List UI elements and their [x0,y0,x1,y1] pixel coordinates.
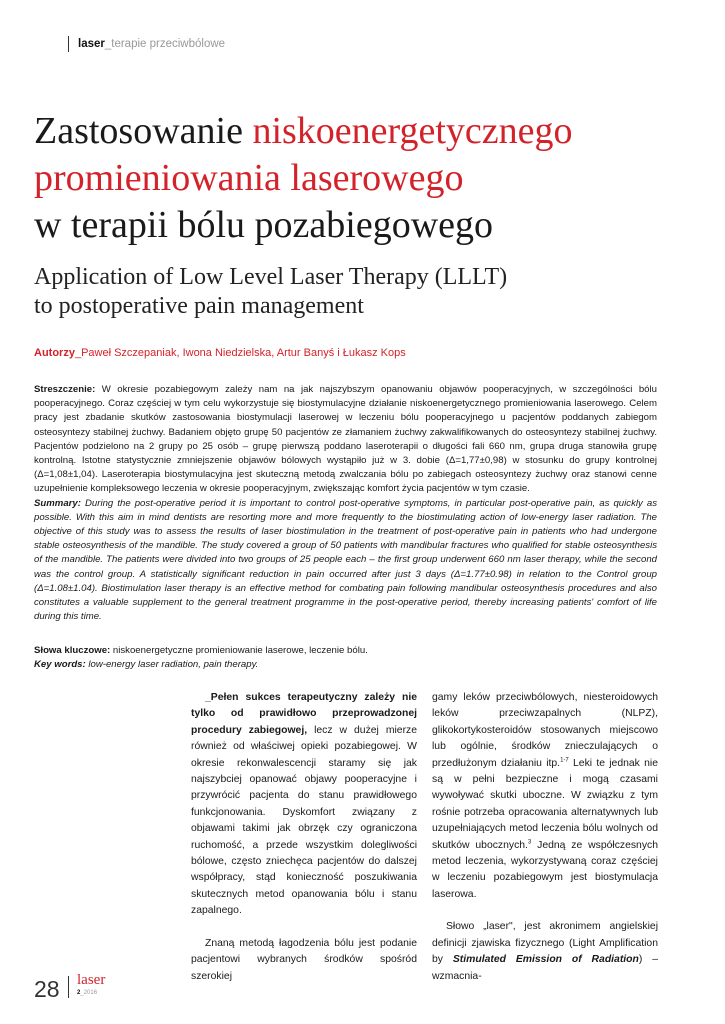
page-number: 28 [34,976,60,1002]
keywords-pl: Słowa kluczowe: niskoenergetyczne promieniowanie laserowe, leczenie bólu. [34,645,368,656]
keywords [34,644,657,672]
body-column-2 [432,690,658,1001]
abstract-pl: Streszczenie: W okresie pozabiegowym zależy nam na jak najszybszym opanowaniu objawów pooperacyjnych, w szczególności bólu pooperacyjnego. Coraz częściej w tym celu wykorzystuje się biostymulacyjne działanie niskoenergetycznego promieniowania laserowego. Celem pracy jest zbadanie skutków zastosowania biostymulacji laserowej w leczeniu bólu pooperacyjnego u pacjentów poddanych zabiegom osteosyntezy stabilnej żuchwy. Badaniem objęto grupę 50 pacjentów ze złamaniem żuchwy zakwalifikowanych do osteosyntezy stabilnej żuchwy. Pacjentów podzielono na 2 grupy po 25 osób – grupę pierwszą poddano laseroterapii o długości fali 660 nm, grupa druga stanowiła grupę kontrolną. Istotne statystycznie zmniejszenie objawów bólowych wystąpiło już w 3. dobie (Δ=1,77±0,98) w stosunku do grupy kontrolnej (Δ=1,08±1,04). Laseroterapia biostymulacyjna jest skuteczną metodą zwalczania bólu po zabiegach osteosyntezy żuchwy oraz stanowi cenne uzupełnienie kompleksowego leczenia w okresie pooperacyjnym, zwiększając komfort życia pacjentów w tym czasie. [34,384,657,495]
keywords-en: Key words: low-energy laser radiation, pain therapy. [34,659,259,671]
paragraph: gamy leków przeciwbólowych, niesteroidowych leków przeciwzapalnych (NLPZ), glikokortykosteroidów stosowanych miejscowo lub ogólnie, środków znieczulających o przedłużonym działaniu itp.$^{1-7}$ Leki te jednak nie są w pełni bezpieczne i mogą czasami wywoływać skutki uboczne. W związku z tym rośnie potrzeba opracowania alternatywnych lub uzupełniających metod leczenia bólu wolnych od skutków ubocznych.$^3$ Jedną ze współczesnych metod leczenia, wykorzystywaną coraz częściej w leczeniu pozabiegowym jest biostymulacja laserowa. [432,692,659,900]
body-column-1 [191,690,417,1001]
footer-divider [68,976,69,998]
issue-number: 2_2016 [77,990,98,996]
journal-logo: laser [77,972,106,988]
abstract [34,383,657,624]
paragraph: Słowo „laser", jest akronimem angielskiej definicji zjawiska fizycznego (Light Amplification by Stimulated Emission of Radiation) – wzmacnia- [432,921,658,982]
paragraph: Znaną metodą łagodzenia bólu jest podanie pacjentowi wybranych środków spośród szerokiej [191,937,417,982]
running-header: laser_terapie przeciwbólowe [78,38,226,50]
article-subtitle: Application of Low Level Laser Therapy (LLLT) to postoperative pain management [34,264,508,319]
authors-line: Autorzy_Paweł Szczepaniak, Iwona Niedzielska, Artur Banyś i Łukasz Kops [34,347,406,359]
paragraph: _Pełen sukces terapeutyczny zależy nie tylko od prawidłowo przeprowadzonej procedury zabiegowej, lecz w dużej mierze również od właściwej opieki pozabiegowej. W okresie rekonwalescencji staramy się jak najszybciej opanować objawy pooperacyjne i przywrócić pacjenta do stanu prawidłowego funkcjonowania. Dyskomfort związany z objawami takimi jak obrzęk czy ograniczona ruchomość, a przede wszystkim dolegliwości bólowe, często zniechęca pacjentów do dalszej współpracy, stąd konieczność poszukiwania skutecznych metod opanowania bólu i stanu zapalnego. [191,692,418,917]
article-title: Zastosowanie niskoenergetycznego promieniowania laserowego w terapii bólu pozabiegowego [34,110,573,246]
header-divider [68,36,69,52]
abstract-en: Summary: During the post-operative period it is important to control post-operative symptoms, in particular post-operative pain, as quickly as possible. With this aim in mind dentists are resorting more and more frequently to the biostimulating action of low-energy laser radiation. The objective of this study was to assess the results of laser biostimulation in the treatment of post-operative pain in patients who had undergone stable osteosynthesis of the mandible. The study covered a group of 50 patients with mandibular fractures who qualified for stable osteosynthesis of the mandible. The patients were divided into two groups of 25 people each – the first group underwent 660 nm laser therapy, while the second was the control group. A statistically significant reduction in pain occurred after just 3 days (Δ=1.77±0.98) in relation to the Control group (Δ=1.08±1.04). Biostimulation laser therapy is an effective method for combating pain following mandibular osteosynthesis procedures and also constitutes a valuable supplement to the general treatment programme in the post-operative period, thereby increasing patients' comfort of life during this time. [34,497,657,623]
